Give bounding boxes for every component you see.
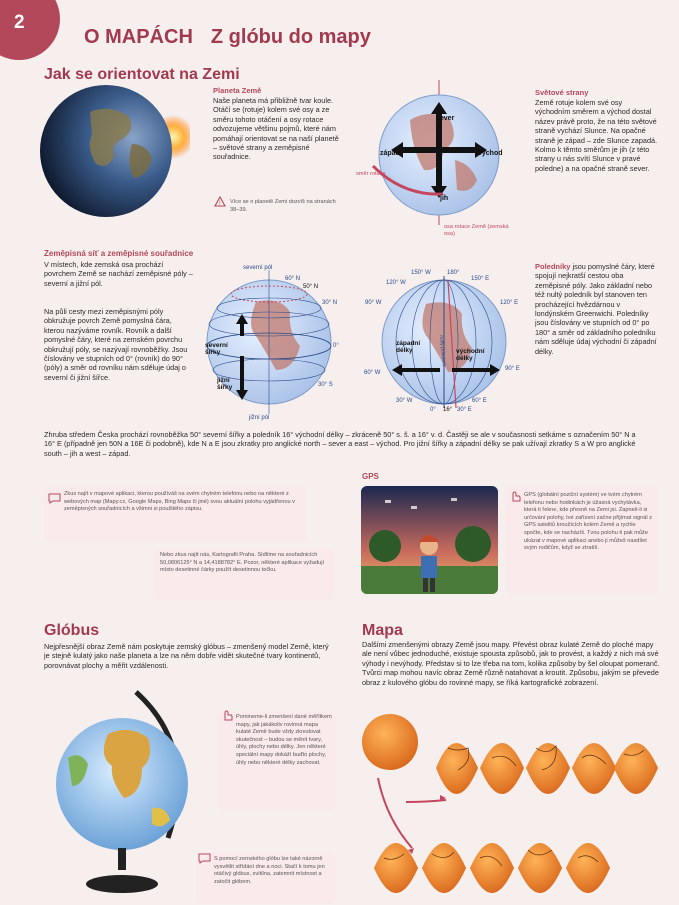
globe-tip-text-2: S pomocí zemského glóbu lze také názorně vysvětlit střídání dne a noci. Stačí k tomu jen otáčivý glóbus, svítilna, zatemnit místnost a zatočit glóbem. [214, 856, 325, 885]
sides-text: Země rotuje kolem své osy východním směrem a východ dostal název právě proto, že na této světové straně vychází Slunce. Na opačné straně je západ – zde Slunce zapadá. Kolmo k těmto směrům je jih (z této strany u nás svítí Slunce v pravé poledne) a na opačné straně sever. [535, 98, 658, 173]
latitude-globe [196, 266, 346, 416]
lon-60e-label: 60° E [472, 398, 487, 404]
warning-icon [214, 194, 226, 205]
page-number-badge [0, 0, 60, 60]
lat-50-label: 50° N [303, 284, 319, 290]
speech-bubble-icon-2 [198, 851, 211, 869]
globe-tip-text-1: Pomineme-li zmenšení dané měřítkem mapy, jak jakákoliv rovinná mapa kulaté Země bude vždy zkreslovat skutečnost – budou se měnit tvary, úhly, plochy nebo délky. Jen některé speciální mapy dokáží buďto plochy, úhly nebo některé délky zachovat. [236, 714, 332, 766]
axis-label: osa rotace Země (zemská osa) [444, 224, 509, 237]
gps-illustration [361, 486, 498, 594]
dir-north: sever [436, 115, 455, 122]
east-lon-label: východní délky [456, 348, 485, 362]
lon-120w-label: 120° W [386, 280, 406, 286]
meridian-text [535, 262, 659, 356]
rotation-label: směr rotace [356, 171, 386, 177]
lat-60-label: 60° N [285, 276, 301, 282]
planet-text: Naše planeta má přibližně tvar koule. Otáčí se (rotuje) kolem své osy a ze směru tohoto otáčení a osy rotace odvozujeme většinu pojmů, které nám pomáhají orientovat se na naší planetě – světové strany a zeměpisné souřadnice. [213, 96, 339, 162]
tip-text-1: Zkus najít v mapové aplikaci, kterou používáš na svém chytrém telefonu nebo na některé z webových map (Mapy.cz, Google Maps, Bing Maps či jiné) svou aktuální polohu vyjádřenou v zeměpisných souřadnicích a všimni si použitého zápisu. [64, 491, 295, 513]
lon-90w-label: 90° W [365, 300, 382, 306]
title-sub: Z glóbu do mapy [210, 26, 371, 48]
map-heading: Mapa [362, 622, 403, 639]
earth-illustration [40, 82, 190, 220]
speech-bubble-icon [48, 491, 61, 509]
dir-south: jih [440, 195, 449, 202]
map-text: Dalšími zmenšenými obrazy Země jsou mapy. Převést obraz kulaté Země do ploché mapy ale není vůbec jednoduché, existuje spousta způsobů, jak to provést, a každý z nich má své výhody i nevýhody. Představ si to lze třeba na tom, kolika způsoby by šel oloupat pomeranč. Tvůrci map mohou navíc obraz Země různě natahovat a kroutit. Způsobu, jakým se převede obraz z kulového glóbu do rovinné mapy, se říká kartografické zobrazení. [362, 640, 660, 687]
coordinates-summary: Zhruba středem Česka prochází rovnoběžka 50° severní šířky a poledník 16° východní délky – zkráceně 50° s. š. a 16° v. d. Častěji se ale v současnosti setkáme s označením 50° N a 16° E (případně jen 50N a 16E či podobně), kde N a E jsou zkratky pro anglické north – sever a east – východ. Pro jižní šířky a západní délky se pak užívají zkratky S a W pro anglické south – jih a west – západ. [44, 430, 636, 458]
lat-0-label: 0° [333, 343, 339, 349]
compass-globe [365, 80, 515, 235]
desk-globe-illustration [48, 688, 198, 898]
lon-0-label: 0° [430, 407, 436, 413]
north-pole-label: severní pól [243, 265, 273, 271]
lon-16-label: 16° [443, 407, 453, 413]
globe-heading: Glóbus [44, 622, 100, 639]
grid-text-1: V místech, kde zemská osa prochází povrchem Země se nachází zeměpisné póly – severní a jižní pól. [44, 260, 193, 288]
north-lat-label: severní šířky [205, 342, 228, 356]
pointing-hand-icon-2 [222, 708, 233, 726]
lon-60w-label: 60° W [364, 370, 381, 376]
gps-text: GPS (globální poziční systém) ve tvém chytrém telefonu nebo hodinkách je úžasná vychytávka, která ti řekne, kde přesně na Zemi jsi. Zapneš-li si určování polohy, tvé zařízení začne přijímat signál z GPS satelitů kroužících kolem Země a rychle spočte, kde se nacházíš. Tvou polohu ti pak může ukázat v mapové aplikaci anebo ji můžeš nasdílet svým rodičům, když se ztratíš. [524, 492, 652, 552]
pointing-hand-icon [510, 489, 521, 507]
lon-180-label: 180° [447, 270, 460, 276]
meridian-title: Poledníky [535, 262, 571, 271]
greenwich-label: nultý poledník [438, 335, 447, 367]
lon-150w-label: 150° W [411, 270, 431, 276]
grid-text-2: Na půli cesty mezi zeměpisnými póly obkružuje povrch Země pomyslná čára, kterou nazýváme rovník. Rovník a další pomyslné čáry, které na zemském povrchu obkružují póly, se nazývají rovnoběžky. Jsou číslovány ve stupních od 0° (rovník) do 90° (póly) a směr od rovníku nám sděluje údaj o severní či jižní šířce. [44, 307, 188, 382]
grid-heading: Zeměpisná síť a zeměpisné souřadnice [44, 249, 194, 258]
lon-120e-label: 120° E [500, 300, 519, 306]
south-lat-label: jižní šířky [217, 377, 233, 391]
south-pole-label: jižní pól [249, 415, 270, 421]
meridian-body: jsou pomyslné čáry, které spojují nejkratší cestou oba zeměpisné póly. Jako základní nebo též nultý poledník byl stanoven ten procházející hvězdárnou v londýnském Greenwichi. Poledníky jsou číslovány ve stupních od 0° po 180° a směr od základního poledníku nám sděluje údaj východní či západní délky. [535, 262, 657, 356]
globe-text: Nejpřesnější obraz Země nám poskytuje zemský glóbus – zmenšený model Země, který je stejně kulatý jako naše planeta a lze na něm dobře vidět skutečné tvary kontinentů, porovnávat plochy a měřit vzdálenosti. [44, 642, 329, 670]
svg-text:!: ! [219, 201, 221, 207]
lat-30n-label: 30° N [322, 300, 338, 306]
dir-west: západ [380, 150, 400, 157]
lon-30w-label: 30° W [396, 398, 413, 404]
tip-text-2: Nebo zkus najít nás, Kartografii Praha. Sídlíme na souřadnicích 50,0806125° N a 14,4188782° E. Pozor, některé aplikace vyžadují místo desetinné čárky použít desetinnou tečku. [160, 552, 325, 574]
lon-90e-label: 90° E [505, 366, 520, 372]
page-title [84, 26, 371, 49]
lon-30e-label: 30° E [457, 407, 472, 413]
sides-title: Světové strany [535, 88, 589, 97]
orange-peel-illustration [356, 708, 660, 905]
dir-east: východ [478, 150, 503, 157]
planet-note: Více se o planetě Zemi dozvíš na stranách 38–39. [230, 199, 336, 213]
gps-label: GPS [362, 472, 379, 481]
title-main: O MAPÁCH [84, 26, 193, 48]
lon-150e-label: 150° E [471, 276, 490, 282]
page-number: 2 [14, 12, 25, 33]
planet-title: Planeta Země [213, 86, 262, 95]
lat-30s-label: 30° S [318, 382, 333, 388]
section-heading-orientation: Jak se orientovat na Zemi [44, 66, 240, 83]
west-lon-label: západní délky [396, 340, 421, 354]
